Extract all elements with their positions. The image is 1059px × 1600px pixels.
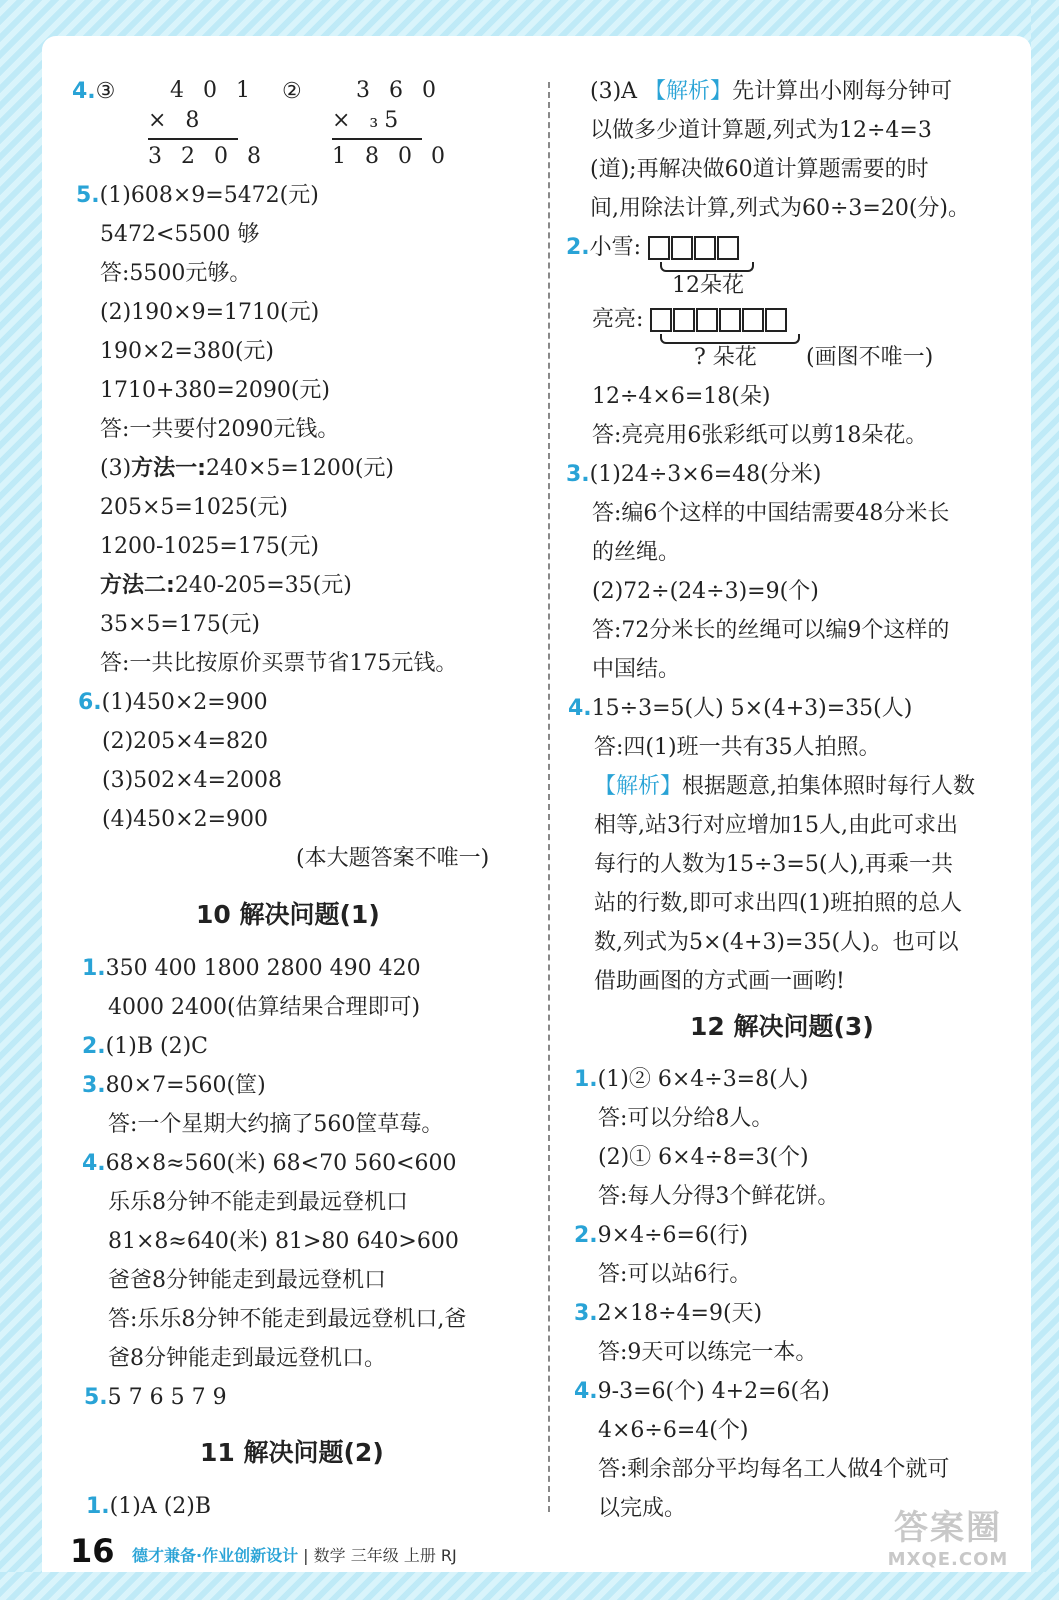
r-q3-line-4: 答:72分米长的丝绳可以编9个这样的 bbox=[592, 618, 950, 643]
r-q4-analysis-3: 站的行数,即可求出四(1)班拍照的总人 bbox=[594, 891, 963, 916]
footer-brand: 德才兼备·作业创新设计 bbox=[132, 1546, 299, 1565]
s10-q1-line-1: 4000 2400(估算结果合理即可) bbox=[108, 995, 421, 1020]
s12-q4-line-2: 答:剩余部分平均每名工人做4个就可 bbox=[598, 1457, 950, 1482]
r-q1-3-line-2: (道);再解决做60道计算题需要的时 bbox=[590, 157, 929, 182]
r-q2-line-0: 12÷4×6=18(朵) bbox=[592, 384, 771, 409]
s10-q4-line-3: 爸爸8分钟能走到最远登机口 bbox=[108, 1268, 386, 1293]
q5-m2-line-0: 35×5=175(元) bbox=[100, 612, 261, 637]
q5-line-1: 5472<5500 够 bbox=[100, 222, 260, 247]
r-q4-analysis-4: 数,列式为5×(4+3)=35(人)。也可以 bbox=[594, 930, 959, 955]
r-q1-3-line-0: (3)A 【解析】先计算出小刚每分钟可 bbox=[590, 79, 953, 104]
q6-line-2: (3)502×4=2008 bbox=[102, 768, 283, 793]
s10-q2: 2.(1)B (2)C bbox=[82, 1034, 208, 1059]
xiaoxue-brace bbox=[660, 262, 754, 272]
r-q1-3-line-3: 间,用除法计算,列式为60÷3=20(分)。 bbox=[590, 196, 971, 221]
r-q4-line-0: 4.15÷3=5(人) 5×(4+3)=35(人) bbox=[568, 696, 913, 721]
s12-q2-line-1: 答:可以站6行。 bbox=[598, 1262, 752, 1287]
column-divider bbox=[548, 82, 550, 1512]
q5-method2: 方法二:240-205=35(元) bbox=[100, 573, 352, 598]
page-number: 16 bbox=[70, 1532, 115, 1570]
r-q2-xiaoxue: 2.小雪: bbox=[566, 234, 740, 262]
r-q2-line-1: 答:亮亮用6张彩纸可以剪18朵花。 bbox=[592, 423, 928, 448]
page-border-left bbox=[0, 0, 42, 1600]
r-q4-line-1: 答:四(1)班一共有35人拍照。 bbox=[594, 735, 881, 760]
s12-q1-line-1: 答:可以分给8人。 bbox=[598, 1106, 774, 1131]
multiplication-1: 4 0 1 × 8 3 2 0 8 bbox=[148, 78, 267, 169]
section-11-title: 11 解决问题(2) bbox=[200, 1438, 384, 1467]
drawing-note: (画图不唯一) bbox=[806, 345, 934, 370]
q5-m2-line-1: 答:一共比按原价买票节省175元钱。 bbox=[100, 651, 458, 676]
q4-circ2: ② bbox=[282, 79, 302, 104]
r-q2-liangliang: 亮亮: bbox=[592, 306, 788, 334]
q5-line-5: 1710+380=2090(元) bbox=[100, 378, 331, 403]
page-border-right bbox=[1031, 0, 1059, 1600]
r-q4-analysis-5: 借助画图的方式画一画哟! bbox=[594, 969, 845, 994]
r-q4-analysis-0: 【解析】根据题意,拍集体照时每行人数 bbox=[594, 774, 976, 799]
r-q1-3-line-1: 以做多少道计算题,列式为12÷4=3 bbox=[590, 118, 932, 143]
r-q3-line-5: 中国结。 bbox=[592, 657, 681, 682]
s12-q4-line-0: 4.9-3=6(个) 4+2=6(名) bbox=[574, 1379, 830, 1404]
multiplication-2: 3 6 0 × ₃5 1 8 0 0 bbox=[332, 78, 451, 169]
r-q4-analysis-2: 每行的人数为15÷3=5(人),再乘一共 bbox=[594, 852, 954, 877]
s10-q3-line-0: 3.80×7=560(筐) bbox=[82, 1073, 266, 1098]
q5-line-2: 答:5500元够。 bbox=[100, 261, 252, 286]
r-q3-line-2: 的丝绳。 bbox=[592, 540, 681, 565]
q6-note: (本大题答案不唯一) bbox=[296, 846, 490, 871]
s12-q1-line-2: (2)① 6×4÷8=3(个) bbox=[598, 1145, 809, 1170]
s12-q1-line-3: 答:每人分得3个鲜花饼。 bbox=[598, 1184, 840, 1209]
r-q4-analysis-1: 相等,站3行对应增加15人,由此可求出 bbox=[594, 813, 958, 838]
watermark-logo: 答案圈 MXQE.COM bbox=[887, 1508, 1009, 1570]
footer-info: 德才兼备·作业创新设计 | 数学 三年级 上册 RJ bbox=[132, 1546, 457, 1565]
s11-q1: 1.(1)A (2)B bbox=[86, 1494, 212, 1519]
q5-m1-line-1: 1200-1025=175(元) bbox=[100, 534, 320, 559]
s12-q1-line-0: 1.(1)② 6×4÷3=8(人) bbox=[574, 1067, 809, 1092]
page-border-bottom bbox=[0, 1572, 1059, 1600]
s10-q4-line-4: 答:乐乐8分钟不能走到最远登机口,爸 bbox=[108, 1307, 467, 1332]
q5-m1-line-0: 205×5=1025(元) bbox=[100, 495, 289, 520]
s12-q3-line-1: 答:9天可以练完一本。 bbox=[598, 1340, 818, 1365]
q5-line-3: (2)190×9=1710(元) bbox=[100, 300, 320, 325]
q5-line-6: 答:一共要付2090元钱。 bbox=[100, 417, 340, 442]
q6-line-0: 6.(1)450×2=900 bbox=[78, 690, 268, 715]
s12-q4-line-1: 4×6÷6=4(个) bbox=[598, 1418, 749, 1443]
liangliang-brace bbox=[660, 334, 800, 344]
q5-method1: (3)方法一:240×5=1200(元) bbox=[100, 456, 394, 481]
r-q3-line-0: 3.(1)24÷3×6=48(分米) bbox=[566, 462, 822, 487]
q5-line-0: 5.(1)608×9=5472(元) bbox=[76, 183, 319, 208]
q6-line-3: (4)450×2=900 bbox=[102, 807, 269, 832]
section-12-title: 12 解决问题(3) bbox=[690, 1012, 874, 1041]
r-q3-line-1: 答:编6个这样的中国结需要48分米长 bbox=[592, 501, 950, 526]
s10-q1-line-0: 1.350 400 1800 2800 490 420 bbox=[82, 956, 421, 981]
s10-q4-line-5: 爸8分钟能走到最远登机口。 bbox=[108, 1346, 386, 1371]
s10-q4-line-1: 乐乐8分钟不能走到最远登机口 bbox=[108, 1190, 408, 1215]
xiaoxue-boxes bbox=[648, 234, 740, 262]
r-q3-line-3: (2)72÷(24÷3)=9(个) bbox=[592, 579, 819, 604]
xiaoxue-caption: 12朵花 bbox=[672, 273, 744, 298]
s12-q2-line-0: 2.9×4÷6=6(行) bbox=[574, 1223, 749, 1248]
section-10-title: 10 解决问题(1) bbox=[196, 900, 380, 929]
liangliang-caption: ? 朵花 bbox=[694, 345, 757, 370]
s10-q4-line-0: 4.68×8≈560(米) 68<70 560<600 bbox=[82, 1151, 457, 1176]
q5-line-4: 190×2=380(元) bbox=[100, 339, 275, 364]
s12-q4-line-3: 以完成。 bbox=[598, 1496, 687, 1521]
s10-q3-line-1: 答:一个星期大约摘了560筐草莓。 bbox=[108, 1112, 444, 1137]
s10-q4-line-2: 81×8≈640(米) 81>80 640>600 bbox=[108, 1229, 459, 1254]
q4-label: 4.③ bbox=[72, 79, 116, 104]
q6-line-1: (2)205×4=820 bbox=[102, 729, 269, 754]
liangliang-boxes bbox=[650, 306, 788, 334]
s10-q5: 5.5 7 6 5 7 9 bbox=[84, 1385, 227, 1410]
s12-q3-line-0: 3.2×18÷4=9(天) bbox=[574, 1301, 763, 1326]
